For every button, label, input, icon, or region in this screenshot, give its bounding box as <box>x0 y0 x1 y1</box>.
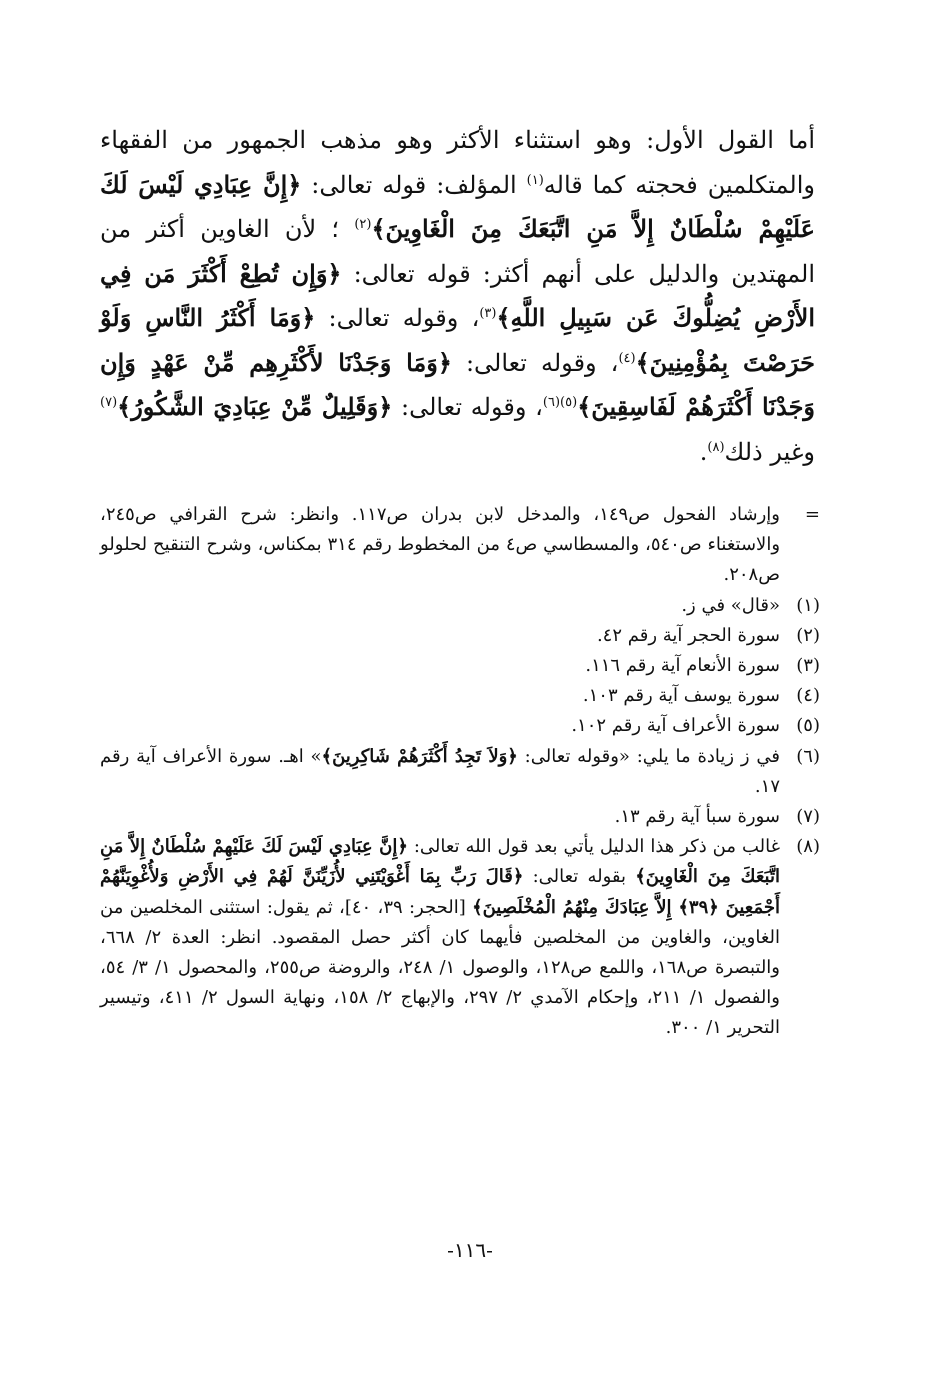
quran-verse: ﴿إِنَّ عِبَادِي لَيْسَ لَكَ عَلَيْهِمْ سُلْطَانٌ إِلاَّ مَنِ اتَّبَعَكَ مِنَ الْغَاوِينَ﴾ <box>100 169 815 243</box>
text-segment: ؛ لأن الغاوين أكثر من المهتدين والدليل على أنهم أكثر: قوله تعالى: <box>100 215 815 288</box>
footnote-5 <box>100 711 820 741</box>
footnote-text <box>100 742 780 802</box>
text-segment: المؤلف: قوله تعالى: <box>301 170 527 199</box>
footnote-ref: (٢) <box>354 217 372 232</box>
continuation-mark: = <box>804 504 820 525</box>
footnote-text: وإرشاد الفحول ص١٤٩، والمدخل لابن بدران ص١١٧. وانظر: شرح القرافي ص٢٤٥، والاستغناء ص٥٤٠، والمسطاسي ص٤ من المخطوط رقم ٣١٤ بمكناس، وشرح التنقيح لحلولو ص٢٠٨. <box>100 504 781 586</box>
page-number: -١١٦- <box>447 1238 493 1262</box>
footnote-ref: (٣) <box>479 306 497 321</box>
footnote-number: (٥) <box>796 715 820 737</box>
text-segment: بقوله تعالى: <box>523 866 636 888</box>
footnote-continuation <box>100 500 820 591</box>
text-segment: ، وقوله تعالى: <box>451 348 619 377</box>
footnote-8 <box>100 832 820 1043</box>
footnote-4 <box>100 681 820 711</box>
footnote-ref: (٧) <box>100 395 118 410</box>
text-segment: غالب من ذكر هذا الدليل يأتي بعد قول الله تعالى: <box>407 836 780 858</box>
footnote-text: سورة الأنعام آية رقم ١١٦. <box>585 655 780 677</box>
footnote-ref: (٤) <box>618 350 636 366</box>
footnote-text: «قال» في ز. <box>681 594 780 616</box>
text-segment: وغير ذلك <box>724 437 815 466</box>
footnote-number: (١) <box>796 594 820 616</box>
text-segment: ، وقوله تعالى: <box>392 393 543 421</box>
text-segment: [الحجر: ٣٩، ٤٠]، ثم يقول: استثنى المخلصين من الغاوين، والغاوين من المخلصين فأيهما كان أكثر حصل المقصود. انظر: العدة ٢/ ٦٦٨، والتبصرة ص١٦٨، واللمع ص١٢٨، والوصول ١/ ٢٤٨، والروضة ص٢٥٥، والمحصول ١/ ٣/ ٥٤، والفصول ١/ ٢١١، وإحكام الآمدي ٢/ ٢٩٧، والإبهاج ٢/ ١٥٨، ونهاية السول ٢/ ٤١١، وتيسير التحرير ١/ ٣٠٠. <box>100 896 781 1039</box>
footnotes-section <box>100 500 820 1044</box>
footnote-2 <box>100 621 820 651</box>
footnote-number: (٢) <box>796 624 820 646</box>
main-paragraph <box>100 118 815 474</box>
quran-verse: ﴿قَالَ رَبِّ بِمَا أَغْوَيْتَنِي لأُزَيِّنَنَّ لَهُمْ فِي الأَرْضِ وَلأُغْوِيَنَّهُمْ أَجْمَعِينَ ﴿٣٩﴾ إِلاَّ عِبَادَكَ مِنْهُمُ الْمُخْلَصِينَ﴾ <box>100 866 781 918</box>
footnote-number: (٤) <box>796 685 820 707</box>
footnote-6 <box>100 742 820 802</box>
quran-verse: ﴿إِنَّ عِبَادِي لَيْسَ لَكَ عَلَيْهِمْ سُلْطَانٌ إِلاَّ مَنِ اتَّبَعَكَ مِنَ الْغَاوِينَ﴾ <box>100 836 780 888</box>
text-segment: ، وقوله تعالى: <box>315 304 480 332</box>
text-segment: في ز زيادة ما يلي: «وقوله تعالى: <box>517 745 780 767</box>
footnote-number: (٧) <box>796 806 820 828</box>
text-segment: . <box>699 437 708 466</box>
footnote-ref: (٥)(٦) <box>542 395 578 410</box>
footnote-text: سورة الأعراف آية رقم ١٠٢. <box>571 715 780 737</box>
footnote-number: (٨) <box>796 836 820 858</box>
footnote-ref: (٨) <box>707 439 725 455</box>
footnote-text: سورة يوسف آية رقم ١٠٣. <box>582 685 780 707</box>
quran-verse: ﴿وَلاَ تَجِدُ أَكْثَرَهُمْ شَاكِرِينَ﴾ <box>321 745 518 767</box>
footnote-text: سورة الحجر آية رقم ٤٢. <box>596 624 780 646</box>
text-segment: أما القول الأول: وهو استثناء الأكثر وهو مذهب الجمهور من الفقهاء والمتكلمين فحجته كما قاله <box>100 126 815 199</box>
quran-verse: ﴿وَمَا أَكْثَرُ النَّاسِ وَلَوْ حَرَصْتَ بِمُؤْمِنِينَ﴾ <box>100 303 816 377</box>
footnote-text: سورة سبأ آية رقم ١٣. <box>614 806 780 828</box>
quran-verse: ﴿وَمَا وَجَدْنَا لأَكْثَرِهِم مِّنْ عَهْدٍ وَإِن وَجَدْنَا أَكْثَرَهُمْ لَفَاسِقِينَ﴾ <box>100 347 815 421</box>
quran-verse: ﴿وَقَلِيلٌ مِّنْ عِبَادِيَ الشَّكُورُ﴾ <box>117 392 393 421</box>
main-text <box>100 118 815 474</box>
quran-verse: ﴿وَإِن تُطِعْ أَكْثَرَ مَن فِي الأَرْضِ يُضِلُّوكَ عَن سَبِيلِ اللَّهِ﴾ <box>100 258 815 332</box>
footnote-number: (٣) <box>796 655 820 677</box>
footnote-ref: (١) <box>526 172 544 188</box>
footnote-number: (٦) <box>796 745 820 767</box>
footnote-1 <box>100 591 820 621</box>
footnote-text <box>100 832 780 1043</box>
text-segment: » اهـ. سورة الأعراف آية رقم ١٧. <box>100 745 780 797</box>
footnote-3 <box>100 651 820 681</box>
footnote-7 <box>100 802 820 832</box>
